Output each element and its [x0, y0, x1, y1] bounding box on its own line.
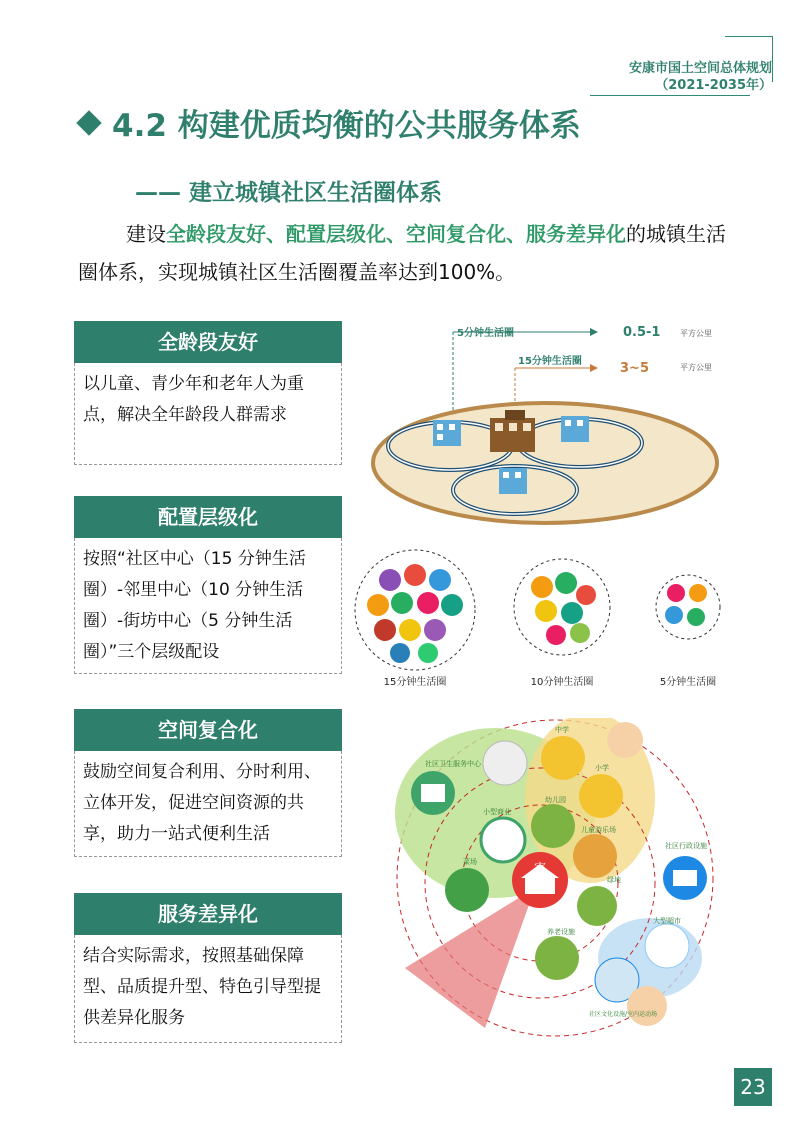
card-space-compound — [74, 709, 342, 857]
card-service-diff — [74, 893, 342, 1043]
kindergarten-icon — [531, 804, 575, 848]
community-facility-diagram — [385, 718, 730, 1043]
diamond-bullet-icon — [76, 110, 101, 135]
label-small-business: 小型商业 — [483, 808, 511, 816]
card-title: 全龄段友好 — [74, 321, 342, 363]
card-all-ages — [74, 321, 342, 465]
intro-suffix: 的城镇生活圈体系，实现城镇社区生活圈覆盖率达到100%。 — [78, 222, 726, 284]
unit-5min: 平方公里 — [680, 329, 712, 338]
page-number: 23 — [734, 1068, 772, 1106]
card-title: 服务差异化 — [74, 893, 342, 935]
label-market: 菜场 — [463, 858, 477, 866]
facility-dots-5min — [665, 584, 707, 626]
label-supermarket: 大型超市 — [653, 917, 681, 925]
building-icon-left — [433, 420, 461, 446]
subtitle: —— 建立城镇社区生活圈体系 — [135, 180, 443, 206]
card-title: 空间复合化 — [74, 709, 342, 751]
label-admin: 社区行政设施 — [665, 842, 707, 850]
home-label: 家 — [533, 861, 547, 875]
circle-5min — [656, 575, 720, 639]
label-primary-school: 小学 — [595, 764, 609, 772]
label-15min: 15分钟生活圈 — [518, 356, 582, 367]
arrow-head-icon — [590, 364, 598, 372]
unit-15min: 平方公里 — [680, 363, 712, 372]
playground-icon — [573, 834, 617, 878]
middle-school-icon — [541, 736, 585, 780]
card-body: 结合实际需求，按照基础保障型、品质提升型、特色引导型提供差异化服务 — [74, 935, 342, 1043]
label-cultural: 社区文化设施/室内运动场 — [589, 1011, 658, 1018]
intro-prefix: 建设 — [126, 222, 166, 246]
label-kindergarten: 幼儿园 — [545, 796, 566, 804]
label-greenspace: 绿地 — [607, 876, 621, 884]
small-business-icon — [481, 818, 525, 862]
section-heading — [80, 100, 581, 145]
card-title: 配置层级化 — [74, 496, 342, 538]
supermarket-icon — [645, 924, 689, 968]
three-level-circles-diagram — [350, 545, 735, 690]
market-icon — [445, 868, 489, 912]
label-5min-circle: 5分钟生活圈 — [659, 677, 717, 688]
facility-dots-10min — [531, 572, 596, 645]
value-5min: 0.5-1 — [623, 325, 661, 340]
life-circle-rings-diagram — [365, 318, 725, 533]
label-playground: 儿童游乐场 — [581, 826, 616, 834]
label-5min: 5分钟生活圈 — [457, 328, 514, 339]
admin-building — [673, 870, 697, 886]
home-house — [525, 876, 555, 894]
child-avatar-icon-2 — [627, 986, 667, 1026]
card-body: 鼓励空间复合利用、分时利用、立体开发，促进空间资源的共享，助力一站式便利生活 — [74, 751, 342, 857]
label-elderly-care: 养老设施 — [547, 928, 575, 936]
label-10min-circle: 10分钟生活圈 — [530, 677, 594, 688]
label-15min-circle: 15分钟生活圈 — [383, 677, 447, 688]
greenspace-icon — [577, 886, 617, 926]
label-middle-school: 中学 — [555, 726, 569, 734]
health-center-building — [421, 784, 445, 802]
card-body: 按照“社区中心（15 分钟生活圈）-邻里中心（10 分钟生活圈）-街坊中心（5 分钟生活圈）”三个层级配设 — [74, 538, 342, 674]
elderly-care-icon — [535, 936, 579, 980]
primary-school-icon — [579, 774, 623, 818]
card-body: 以儿童、青少年和老年人为重点，解决全年龄段人群需求 — [74, 363, 342, 465]
section-title: 4.2 构建优质均衡的公共服务体系 — [112, 108, 581, 144]
document-header — [629, 60, 772, 94]
card-hierarchy — [74, 496, 342, 674]
building-icon-bottom — [499, 468, 527, 494]
label-health-center: 社区卫生服务中心 — [425, 760, 481, 768]
elder-avatar-icon — [483, 741, 527, 785]
document-years: （2021-2035年） — [655, 78, 772, 93]
value-15min: 3~5 — [620, 361, 649, 376]
intro-highlight: 全龄段友好、配置层级化、空间复合化、服务差异化 — [166, 222, 626, 246]
arrow-head-icon — [590, 328, 598, 336]
building-icon-right — [561, 416, 589, 442]
document-title: 安康市国土空间总体规划 — [628, 61, 772, 76]
header-rule — [590, 95, 750, 96]
facility-dots-15min — [367, 564, 463, 663]
child-avatar-icon — [607, 722, 643, 758]
intro-paragraph — [78, 215, 728, 291]
